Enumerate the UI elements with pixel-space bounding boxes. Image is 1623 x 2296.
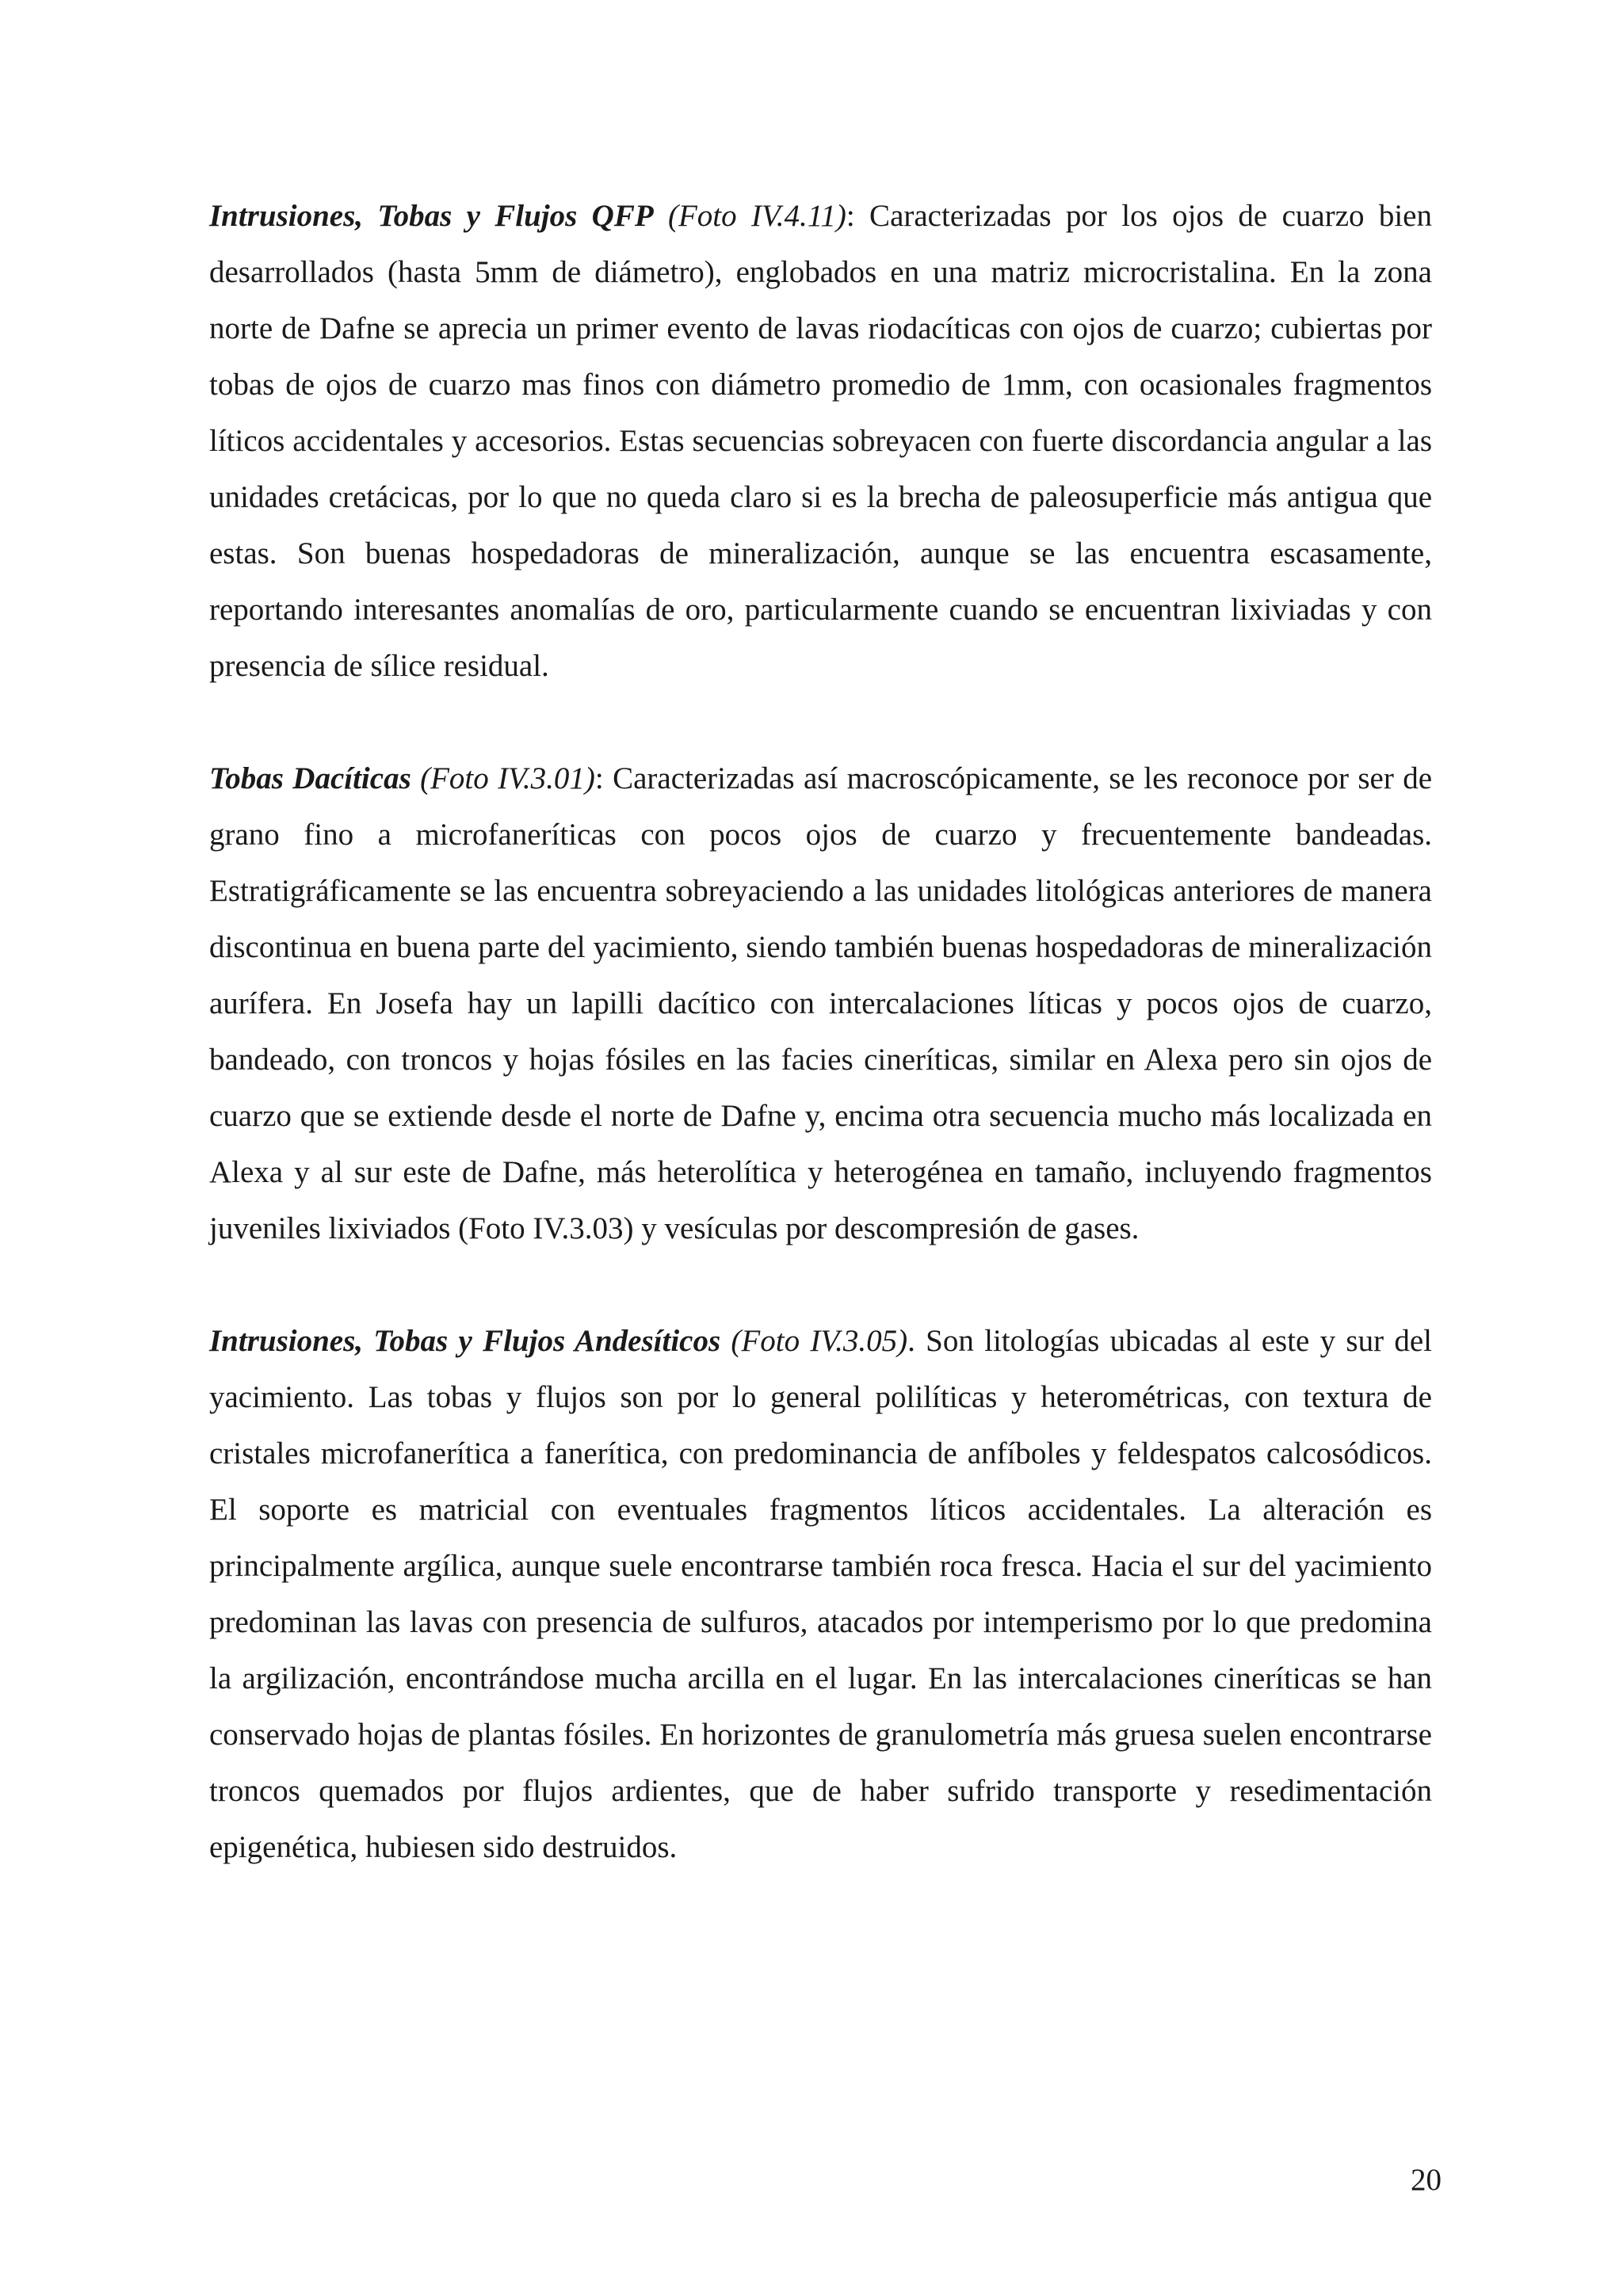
paragraph-text: . Son litologías ubicadas al este y sur del yacimiento. Las tobas y flujos son por lo general polilíticas y heterométricas, con textura de cristales microfanerítica a fanerítica, con predominancia de anfíboles y feldespatos calcosódicos. El soporte es matricial con eventuales fragmentos líticos accidentales. La alteración es principalmente argílica, aunque suele encontrarse también roca fresca. Hacia el sur del yacimiento predominan las lavas con presencia de sulfuros, atacados por intemperismo por lo que predomina la argilización, encontrándose mucha arcilla en el lugar. En las intercalaciones cineríticas se han conservado hojas de plantas fósiles. En horizontes de granulometría más gruesa suelen encontrarse troncos quemados por flujos ardientes, que de haber sufrido transporte y resedimentación epigenética, hubiesen sido destruidos. bbox=[209, 1324, 1433, 1864]
paragraph-title: Intrusiones, Tobas y Flujos Andesíticos bbox=[209, 1324, 721, 1358]
paragraph-title: Intrusiones, Tobas y Flujos QFP bbox=[209, 199, 654, 233]
paragraph-tobas-daciticas bbox=[209, 750, 1432, 1257]
photo-reference: (Foto IV.4.11) bbox=[653, 199, 846, 233]
paragraph-intrusiones-qfp bbox=[209, 188, 1432, 694]
paragraph-intrusiones-andesiticos bbox=[209, 1313, 1432, 1875]
photo-reference: (Foto IV.3.01) bbox=[411, 761, 595, 795]
paragraph-title: Tobas Dacíticas bbox=[209, 761, 411, 795]
text-body bbox=[209, 188, 1432, 1932]
paragraph-text: : Caracterizadas así macroscópicamente, se les reconoce por ser de grano fino a microfaneríticas con pocos ojos de cuarzo y frecuentemente bandeadas. Estratigráficamente se las encuentra sobreyaciendo a las unidades litológicas anteriores de manera discontinua en buena parte del yacimiento, siendo también buenas hospedadoras de mineralización aurífera. En Josefa hay un lapilli dacítico con intercalaciones líticas y pocos ojos de cuarzo, bandeado, con troncos y hojas fósiles en las facies cineríticas, similar en Alexa pero sin ojos de cuarzo que se extiende desde el norte de Dafne y, encima otra secuencia mucho más localizada en Alexa y al sur este de Dafne, más heterolítica y heterogénea en tamaño, incluyendo fragmentos juveniles lixiviados (Foto IV.3.03) y vesículas por descompresión de gases. bbox=[209, 761, 1433, 1245]
paragraph-text: : Caracterizadas por los ojos de cuarzo bien desarrollados (hasta 5mm de diámetro), englobados en una matriz microcristalina. En la zona norte de Dafne se aprecia un primer evento de lavas riodacíticas con ojos de cuarzo; cubiertas por tobas de ojos de cuarzo mas finos con diámetro promedio de 1mm, con ocasionales fragmentos líticos accidentales y accesorios. Estas secuencias sobreyacen con fuerte discordancia angular a las unidades cretácicas, por lo que no queda claro si es la brecha de paleosuperficie más antigua que estas. Son buenas hospedadoras de mineralización, aunque se las encuentra escasamente, reportando interesantes anomalías de oro, particularmente cuando se encuentran lixiviadas y con presencia de sílice residual. bbox=[209, 199, 1432, 683]
page-number: 20 bbox=[1411, 2163, 1442, 2197]
photo-reference: (Foto IV.3.05) bbox=[720, 1324, 908, 1358]
